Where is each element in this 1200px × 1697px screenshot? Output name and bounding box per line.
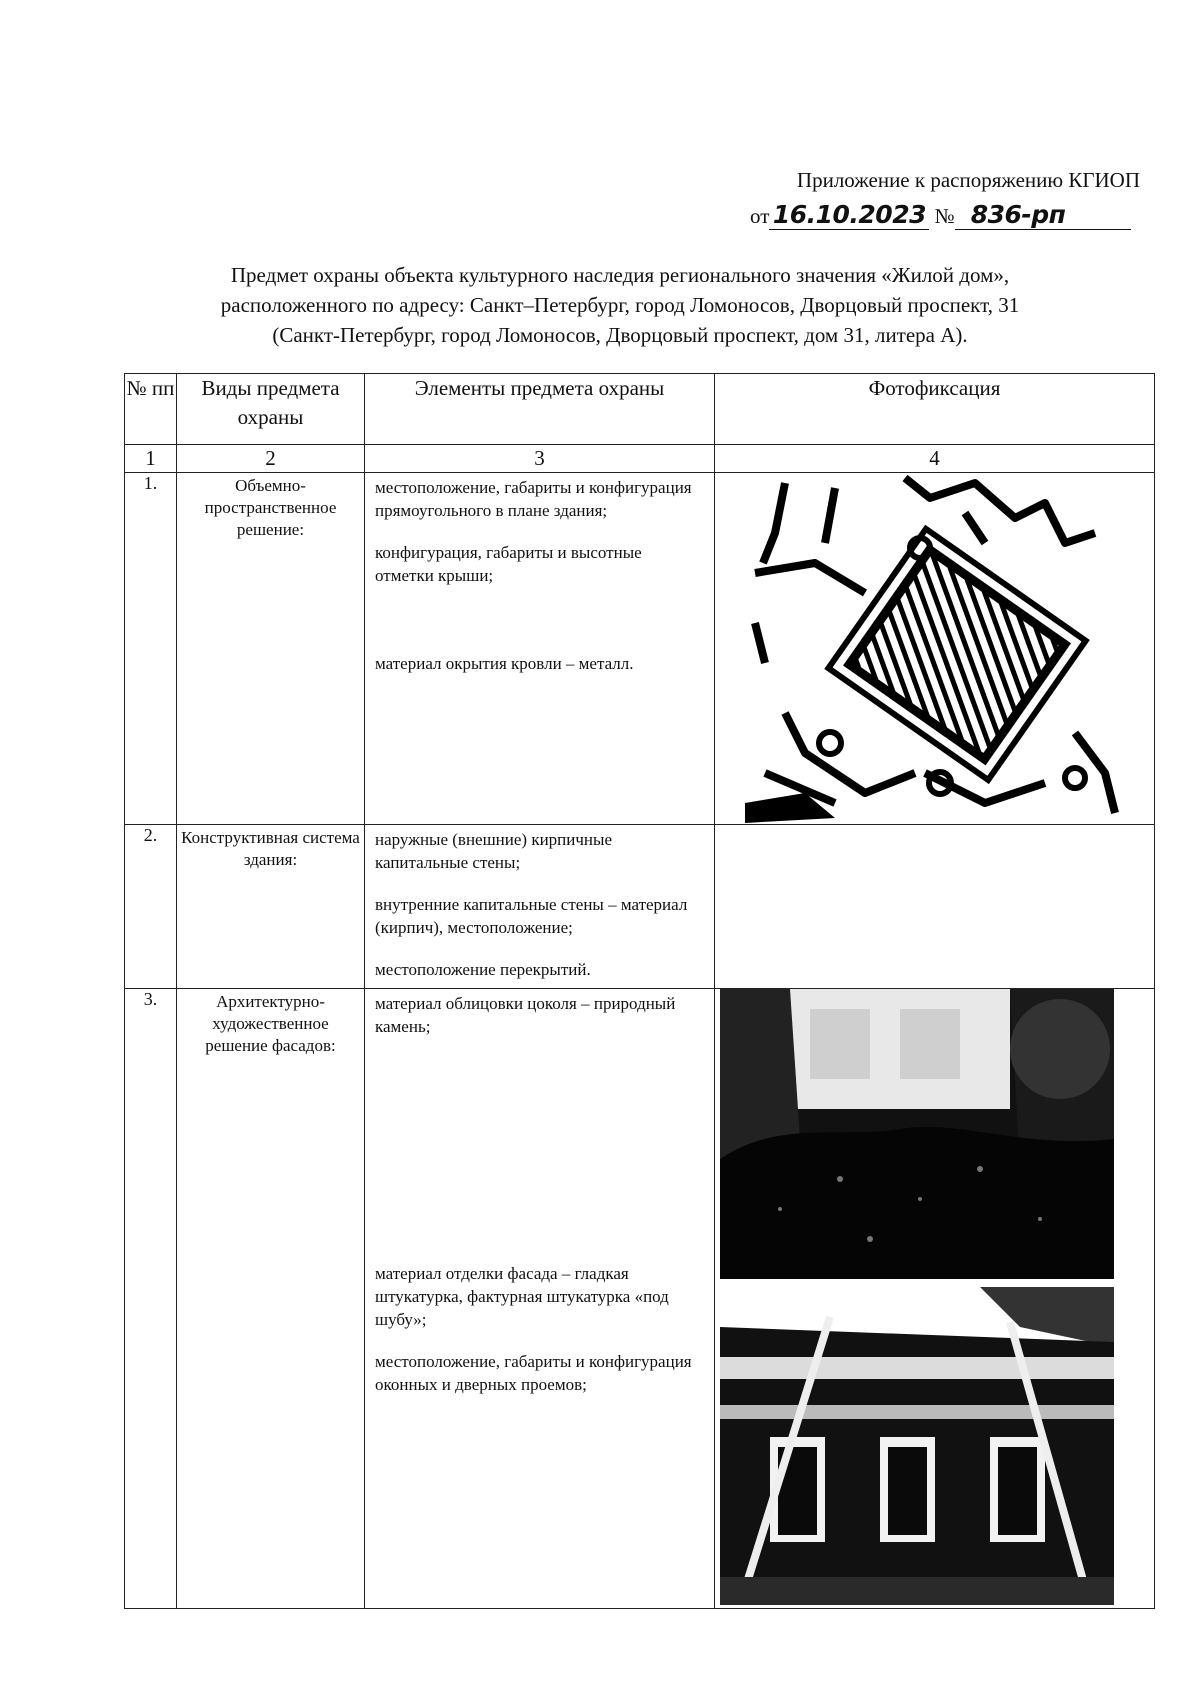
column-number-row bbox=[125, 445, 1155, 473]
handwritten-date: 16.10.2023 bbox=[769, 200, 929, 230]
protection-table bbox=[124, 373, 1155, 1609]
decree-line bbox=[750, 200, 1131, 230]
appendix-header: Приложение к распоряжению КГИОП bbox=[796, 168, 1140, 192]
row-photo bbox=[715, 473, 1155, 825]
row-kind: Архитектурно-художественное решение фасадов: bbox=[177, 989, 365, 1609]
row-elements bbox=[365, 473, 715, 825]
element-text: материал отделки фасада – гладкая штукатурка, фактурная штукатурка «под шубу»; bbox=[375, 1264, 669, 1329]
row-photo-empty bbox=[715, 825, 1155, 989]
element-text: конфигурация, габариты и высотные отметки крыши; bbox=[375, 543, 642, 585]
number-prefix: № bbox=[934, 204, 955, 228]
row-elements bbox=[365, 825, 715, 989]
col-number: 1 bbox=[125, 445, 177, 473]
garden-photo bbox=[720, 989, 1114, 1279]
element-text: местоположение, габариты и конфигурация оконных и дверных проемов; bbox=[375, 1352, 692, 1394]
col-number: 2 bbox=[177, 445, 365, 473]
header-num: № пп bbox=[125, 374, 177, 445]
row-kind: Объемно-пространственное решение: bbox=[177, 473, 365, 825]
title-line-2: расположенного по адресу: Санкт–Петербург, город Ломоносов, Дворцовый проспект, 31 bbox=[220, 293, 1020, 317]
table-row bbox=[125, 473, 1155, 825]
header-kind: Виды предмета охраны bbox=[177, 374, 365, 445]
table-header-row bbox=[125, 374, 1155, 445]
header-elements: Элементы предмета охраны bbox=[365, 374, 715, 445]
element-text: местоположение перекрытий. bbox=[375, 960, 591, 979]
facade-photo bbox=[720, 1287, 1114, 1605]
from-prefix: от bbox=[750, 204, 770, 228]
title-line-3: (Санкт-Петербург, город Ломоносов, Дворцовый проспект, дом 31, литера А). bbox=[272, 323, 968, 347]
handwritten-number: 836-рп bbox=[955, 200, 1131, 230]
title-line-1: Предмет охраны объекта культурного наследия регионального значения «Жилой дом», bbox=[230, 263, 1010, 287]
col-number: 3 bbox=[365, 445, 715, 473]
col-number: 4 bbox=[715, 445, 1155, 473]
header-photo: Фотофиксация bbox=[715, 374, 1155, 445]
site-plan-image bbox=[745, 473, 1125, 823]
element-text: материал окрытия кровли – металл. bbox=[375, 654, 634, 673]
row-photos bbox=[715, 989, 1155, 1609]
row-number: 2. bbox=[125, 825, 177, 989]
row-elements bbox=[365, 989, 715, 1609]
row-kind: Конструктивная система здания: bbox=[177, 825, 365, 989]
table-row bbox=[125, 989, 1155, 1609]
element-text: местоположение, габариты и конфигурация прямоугольного в плане здания; bbox=[375, 478, 692, 520]
document-title bbox=[120, 260, 1120, 350]
row-number: 3. bbox=[125, 989, 177, 1609]
element-text: наружные (внешние) кирпичные капитальные стены; bbox=[375, 830, 612, 872]
row-number: 1. bbox=[125, 473, 177, 825]
element-text: материал облицовки цоколя – природный камень; bbox=[375, 994, 676, 1036]
element-text: внутренние капитальные стены – материал (кирпич), местоположение; bbox=[375, 895, 688, 937]
table-row bbox=[125, 825, 1155, 989]
